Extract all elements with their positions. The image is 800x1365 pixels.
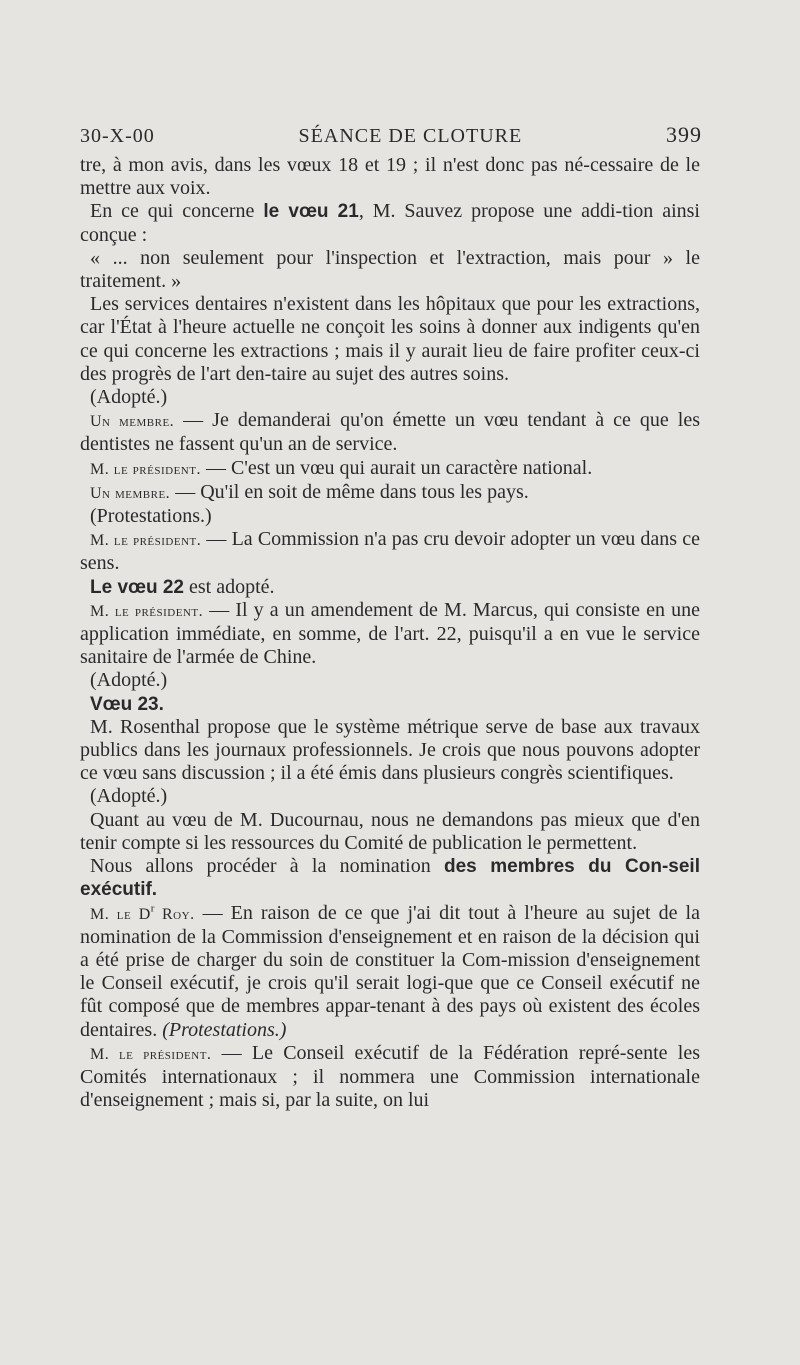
running-header (80, 122, 702, 148)
speaker-label: M. le D (90, 905, 151, 923)
paragraph-20 (80, 1042, 700, 1113)
paragraph-text: M. Rosenthal propose que le système métrique serve de base aux travaux publics dans les journaux professionnels. Je crois que nous pouvons adopter ce vœu sans discussion ; il a été émis dans plusieurs congrès scientifiques. (80, 715, 700, 785)
paragraph-text: Nous allons procéder à la nomination (90, 855, 444, 878)
paragraph-3 (80, 247, 700, 293)
paragraph-8 (80, 481, 700, 505)
paragraph-text: — La Commission n'a pas cru devoir adopter un vœu dans ce sens. (80, 528, 700, 575)
paragraph-text: est adopté. (183, 575, 275, 598)
paragraph-11 (80, 576, 700, 599)
speaker-label: M. le président. (90, 532, 202, 550)
page-number: 399 (666, 122, 702, 147)
paragraph-text: (Adopté.) (90, 785, 168, 808)
paragraph-text: — C'est un vœu qui aurait un caractère national. (200, 456, 593, 479)
paragraph-14 (80, 693, 700, 716)
paragraph-text: (Protestations.) (90, 505, 212, 528)
paragraph-text: « ... non seulement pour l'inspection et l'extraction, mais pour » le traitement. » (80, 246, 700, 293)
paragraph-16 (80, 785, 700, 808)
speaker-label: M. le président. (90, 460, 201, 478)
header-title: SÉANCE DE CLOTURE (298, 125, 523, 147)
paragraph-text: — Le Conseil exécutif de la Fédération repré-sente les Comités internationaux ; il nommera une Commission internationale d'enseignement ; mais si, par la suite, on lui (80, 1041, 700, 1112)
paragraph-6 (80, 409, 700, 456)
paragraph-text: Les services dentaires n'existent dans les hôpitaux que pour les extractions, car l'État à l'heure actuelle ne conçoit les soins à donner aux indigents qu'en ce qui concerne les extractions ; mais il y aurait lieu de faire profiter ceux-ci des progrès de l'art den-taire au sujet des autres soins. (80, 293, 700, 385)
paragraph-10 (80, 528, 700, 575)
paragraph-2 (80, 200, 700, 246)
paragraph-7 (80, 457, 700, 481)
paragraph-12 (80, 599, 700, 670)
paragraph-text: tre, à mon avis, dans les vœux 18 et 19 ; il n'est donc pas né-cessaire de le mettre aux voix. (80, 154, 700, 200)
speaker-label: M. le président. (90, 1045, 212, 1063)
bold-heading: le vœu 21 (263, 201, 359, 223)
speaker-label: Un membre. (90, 484, 171, 502)
header-date: 30-X-00 (80, 125, 155, 147)
paragraph-text: — Je demanderai qu'on émette un vœu tendant à ce que les dentistes ne fassent qu'un an de service. (80, 409, 700, 456)
paragraph-19 (80, 902, 700, 1042)
speaker-label: Un membre. (90, 413, 175, 431)
paragraph-text: — Il y a un amendement de M. Marcus, qui consiste en une application immédiate, en somme, de l'art. 22, puisqu'il a en vue le service sanitaire de l'armée de Chine. (80, 598, 701, 669)
paragraph-15 (80, 716, 700, 786)
bold-heading: des membres du Con-seil exécutif. (80, 856, 700, 901)
paragraph-5 (80, 386, 700, 409)
paragraph-1 (80, 154, 700, 200)
speaker-label: M. le président. (90, 602, 204, 620)
paragraph-9 (80, 505, 700, 528)
paragraph-text: (Adopté.) (90, 386, 168, 409)
paragraph-text: (Adopté.) (90, 669, 168, 692)
bold-heading: Vœu 23. (90, 693, 164, 715)
paragraph-4 (80, 293, 700, 386)
paragraph-text: — Qu'il en soit de même dans tous les pays. (170, 480, 529, 503)
paragraph-text: , M. Sauvez propose une addi-tion ainsi conçue : (80, 200, 700, 246)
paragraph-13 (80, 669, 700, 692)
bold-heading: Le vœu 22 (90, 576, 184, 598)
paragraph-17 (80, 809, 700, 855)
paragraph-text: Quant au vœu de M. Ducournau, nous ne demandons pas mieux que d'en tenir compte si les ressources du Comité de publication le permettent. (80, 808, 700, 854)
paragraph-18 (80, 855, 700, 901)
italic-aside: (Protestations.) (162, 1018, 287, 1041)
speaker-label: Roy. (154, 905, 195, 923)
superscript: r (150, 901, 155, 914)
paragraph-text: En ce qui concerne (90, 200, 264, 223)
paragraph-text: — En raison de ce que j'ai dit tout à l'heure au sujet de la nomination de la Commission d'enseignement et en raison de la décision qui a été prise de charger du soin de constituer la Com-mission d'enseignement le Conseil exécutif, je crois qu'il serait logi-que que ce Conseil exécutif ne fût composé que de membres appar-tenant à des pays où existent des écoles dentaires. (80, 901, 700, 1041)
page-body (80, 154, 700, 1112)
